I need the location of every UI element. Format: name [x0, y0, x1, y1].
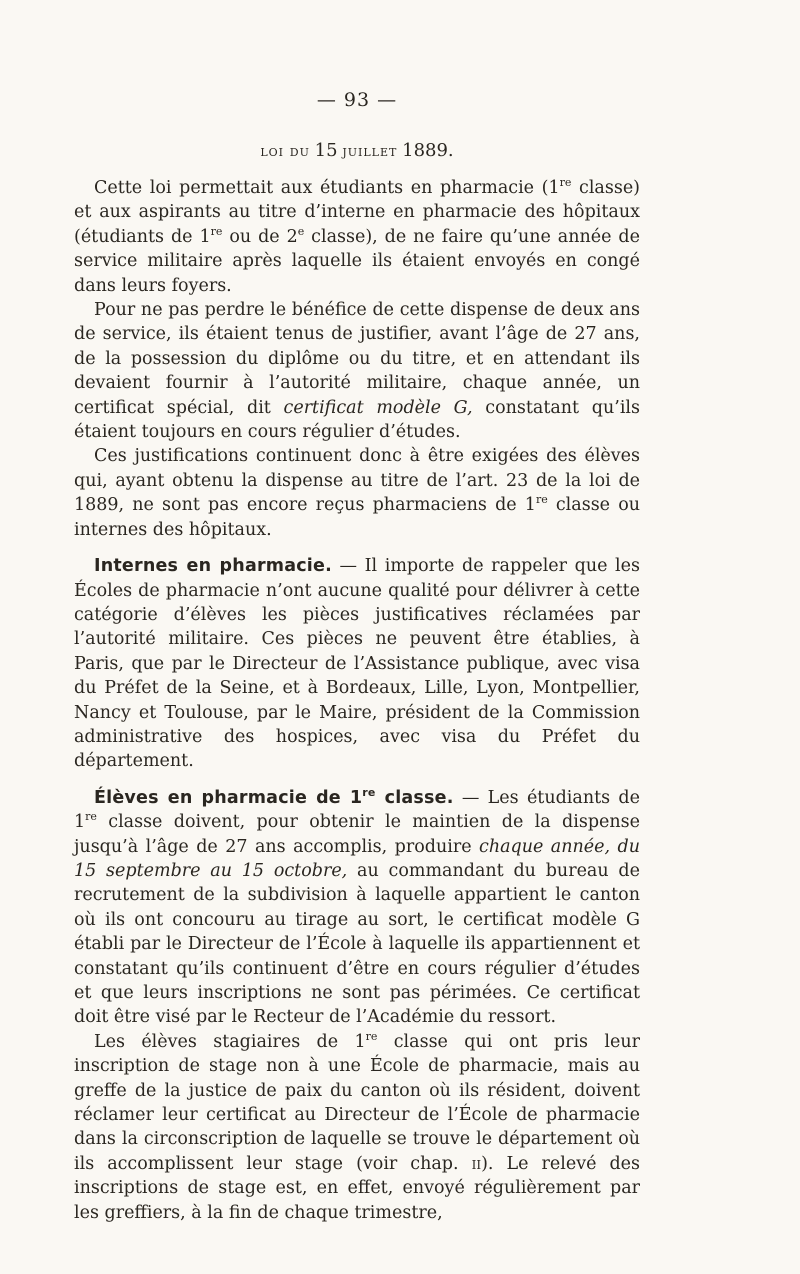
title-prefix: loi du [260, 142, 310, 160]
title-date: 15 [314, 140, 338, 161]
paragraph-stagiaires: Les élèves stagiaires de 1re classe qui ont pris leur inscription de stage non à une École de pharmacie, mais au greffe de la justice de paix du canton où ils résident, doivent réclamer leur certificat au Directeur de l’École de pharmacie dans la circonscription de laquelle se trouve le département où ils accomplissent leur stage (voir chap. ii). Le relevé des inscriptions de stage est, en effet, envoyé régulièrement par les greffiers, à la fin de chaque trimestre, [74, 1029, 641, 1223]
heading-internes: Internes en pharmacie. [94, 556, 332, 577]
title-month: juillet [342, 142, 398, 160]
paragraph-internes: Internes en pharmacie. — Il importe de rappeler que les Écoles de pharmacie n’ont aucune qualité pour délivrer à cette catégorie d’élèves les pièces justificatives réclamées par l’autorité militaire. Ces pièces ne peuvent être établies, à Paris, que par le Directeur de l’Assistance publique, avec visa du Préfet de la Seine, et à Bordeaux, Lille, Lyon, Montpellier, Nancy et Toulouse, par le Maire, président de la Commission administrative des hospices, avec visa du Préfet du département. [74, 556, 640, 772]
paragraph-2: Pour ne pas perdre le bénéfice de cette dispense de deux ans de service, ils étaient tenus de justifier, avant l’âge de 27 ans, de la possession du diplôme ou du titre, et en attendant ils devaient fournir à l’autorité militaire, chaque année, un certificat spécial, dit certificat modèle G, constatant qu’ils étaient toujours en cours régulier d’études. [74, 300, 640, 443]
paragraph-eleves: Élèves en pharmacie de 1re classe. — Les étudiants de 1re classe doivent, pour obtenir le maintien de la dispense jusqu’à l’âge de 27 ans accomplis, produire chaque année, du 15 septembre au 15 octobre, au commandant du bureau de recrutement de la subdivision à laquelle appartient le canton où ils ont concouru au tirage au sort, le certificat modèle G établi par le Directeur de l’École à laquelle ils appartiennent et constatant qu’ils continuent d’être en cours régulier d’études et que leurs inscriptions ne sont pas périmées. Ce certificat doit être visé par le Recteur de l’Académie du ressort. [74, 785, 640, 1028]
text-column [74, 88, 640, 1225]
paragraph-3: Ces justifications continuent donc à être exigées des élèves qui, ayant obtenu la dispense au titre de l’art. 23 de la loi de 1889, ne sont pas encore reçus pharmaciens de 1re classe ou internes des hôpitaux. [74, 446, 641, 540]
page-number: — 93 — [316, 89, 398, 111]
title-year: 1889. [402, 140, 454, 161]
heading-eleves: Élèves en pharmacie de 1re classe. [94, 785, 454, 808]
paragraph-1: Cette loi permettait aux étudiants en pharmacie (1re classe) et aux aspirants au titre d’interne en pharmacie des hôpitaux (étudiants de 1re ou de 2e classe), de ne faire qu’une année de service militaire après laquelle ils étaient envoyés en congé dans leurs foyers. [74, 176, 641, 296]
section-title [74, 140, 640, 162]
